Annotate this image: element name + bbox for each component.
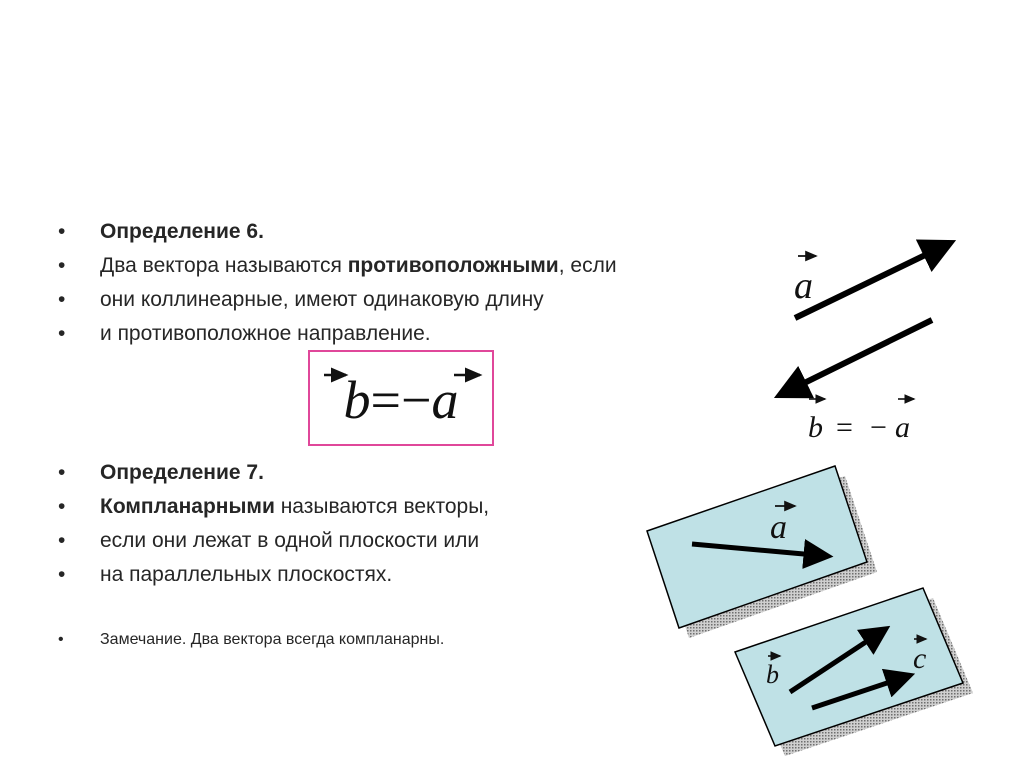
label-minus: − [870,411,887,444]
bullet-point: • [58,288,66,311]
label-equals: = [836,411,853,444]
bullet-point: • [58,563,66,586]
bullet-point: • [58,461,66,484]
item-text: Два вектора называются [100,254,348,277]
item-text: называются векторы, [274,495,490,518]
plane-2-label-c: c [913,642,927,675]
item-text: , если [558,254,617,277]
plane-1-label-a: a [770,509,787,546]
plane-2-label-b: b [766,660,779,689]
bullet-point: • [58,529,66,552]
formula-b: b [343,370,371,430]
coplanar-planes-figure [647,466,973,756]
vector-a-arrow [795,244,948,318]
opposite-vectors-figure [782,244,948,444]
note-text: Замечание. Два вектора всегда компланарны. [100,631,445,648]
bullet-point: • [58,495,66,518]
bold-text: Определение 7. [100,461,264,484]
vector-b-arrow [782,320,932,394]
bold-text: Определение 6. [100,220,264,243]
bold-text: противоположными [347,254,559,277]
formula-minus: − [401,370,432,430]
bold-text: Компланарными [100,495,275,518]
label-a2: a [895,411,910,444]
item-text: и противоположное направление. [100,322,431,345]
formula-equals: = [370,370,401,430]
bullet-point: • [58,220,66,243]
bullet-point: • [58,322,66,345]
item-text: на параллельных плоскостях. [100,563,393,586]
item-text: если они лежат в одной плоскости или [100,529,480,552]
label-b2: b [808,411,823,444]
formula-a: a [431,370,459,430]
note-bullet: • [58,631,64,648]
item-text: они коллинеарные, имеют одинаковую длину [100,288,544,311]
label-a: a [794,265,813,307]
bullet-point: • [58,254,66,277]
